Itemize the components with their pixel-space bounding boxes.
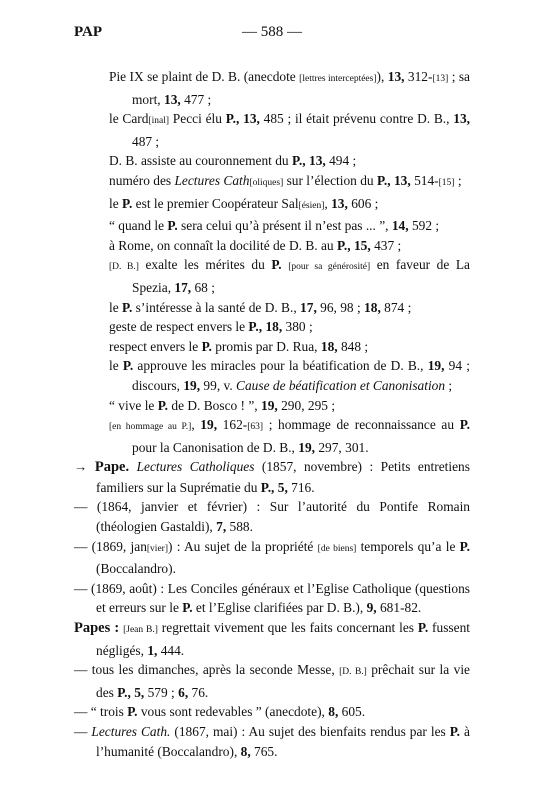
entry-text: 579 ; (144, 684, 179, 700)
entry-text: 18, (265, 319, 283, 335)
index-entry (0, 457, 540, 497)
entry-text: en faveur de La Spezia, (132, 257, 470, 295)
entry-text: de D. Bosco ! ”, (168, 397, 262, 413)
entry-text: 514- (410, 172, 439, 188)
entry-text: 765. (250, 743, 278, 759)
entry-text: 14, (391, 218, 409, 234)
entry-text: 716. (287, 479, 315, 495)
entry-text: → (74, 459, 95, 475)
entry-text: [Jean B.] (123, 625, 158, 636)
entry-text: regrettait vivement que les faits concernant les (157, 620, 418, 636)
entry-text: [oliques] (249, 177, 284, 188)
entry-text: à Rome, on connaît la docilité de D. B. au (109, 237, 337, 253)
entry-text: le (109, 195, 123, 211)
entry-text: P., (260, 479, 275, 495)
entry-text: 13, (309, 153, 326, 169)
entry-text: Cause de béatification et Canonisation (236, 377, 446, 393)
entry-text: geste de respect envers le (109, 319, 249, 335)
entry-text: 68 ; (191, 279, 215, 295)
entry-text: Papes : (74, 620, 120, 637)
entry-text: 19, (427, 358, 445, 374)
entry-text: 848 ; (337, 338, 369, 354)
entry-text: le (109, 358, 123, 374)
entry-text: P., (117, 684, 131, 700)
entry-text: 5, (277, 479, 288, 495)
entry-text: — (1869, août) : Les Conciles généraux et l’Eglise Catholique (questions et erreurs sur le (74, 580, 470, 616)
entry-text: 13, (331, 195, 348, 211)
entry-text: 19, (183, 377, 201, 393)
entry-text: approuve les miracles pour la béatification de D. B., (133, 358, 428, 374)
entry-text: [inal] (148, 116, 170, 127)
entry-text: [15] (438, 177, 455, 188)
index-entry (0, 298, 540, 318)
entry-text: [de biens] (317, 543, 357, 554)
entry-text: numéro des (109, 172, 175, 188)
index-entry (0, 255, 540, 297)
entry-text (129, 459, 136, 474)
entry-text: P. (127, 704, 138, 720)
entry-text: “ quand le (109, 218, 168, 234)
entry-text: 19, (261, 397, 278, 413)
entry-text: P. (417, 620, 429, 636)
index-entry (0, 618, 540, 660)
entry-text: 437 ; (370, 237, 402, 253)
entry-text: le Card (109, 111, 149, 127)
entry-text: P., (336, 237, 351, 253)
index-entry (0, 317, 540, 337)
entry-text: pour la Canonisation de D. B., (132, 439, 299, 455)
entry-text: [lettres interceptées] (299, 74, 377, 84)
entry-text: à l’humanité (Boccalandro), (96, 724, 470, 759)
index-entry (0, 537, 540, 579)
entry-text: “ vive le (109, 397, 158, 413)
entry-text: vous sont redevables ” (anecdote), (137, 704, 329, 720)
entry-text: — “ trois (74, 704, 128, 720)
entry-text: P., (225, 111, 240, 127)
entry-text: 592 ; (408, 218, 440, 234)
entry-text: 606 ; (347, 195, 379, 211)
entry-text: P. (271, 257, 282, 273)
entry-text: 290, 295 ; (277, 397, 336, 413)
entry-text: 681-82. (376, 600, 422, 616)
entry-text: 494 ; (325, 153, 357, 169)
entry-text: — tous les dimanches, après la seconde Messe, (74, 662, 340, 678)
index-entry (0, 497, 540, 536)
index-entry (0, 415, 540, 457)
entry-text: [63] (247, 422, 264, 433)
index-entry (0, 660, 540, 702)
entry-text: 380 ; (282, 319, 313, 335)
entry-text: 19, (200, 417, 218, 433)
entry-text: ; (454, 172, 462, 188)
entry-text: 13, (387, 69, 405, 84)
entry-text: P., (291, 153, 306, 169)
entry-text: P. (449, 724, 461, 739)
entry-text: — (1869, jan (74, 538, 147, 554)
entry-text: 487 ; (132, 133, 160, 149)
entry-text: (Boccalandro). (96, 561, 176, 577)
entry-text: P. (122, 358, 134, 374)
index-entry (0, 337, 540, 357)
entry-text: 18, (320, 338, 338, 354)
entry-text: , (191, 417, 201, 433)
entry-text: 13, (453, 111, 471, 127)
entry-text: 17, (300, 299, 317, 315)
entry-text: et l’Eglise clarifiées par D. B.), (192, 600, 367, 616)
index-entry (0, 171, 540, 194)
entry-text: 19, (298, 439, 315, 455)
entry-text: ; hommage de reconnaissance au (263, 417, 460, 433)
entry-text: temporels qu’a le (356, 538, 460, 554)
entry-text: exalte les mérites du (138, 257, 272, 273)
entry-text: 15, (353, 237, 371, 253)
entry-text: 18, (364, 299, 381, 315)
entry-text: 6, (178, 684, 189, 700)
entry-text: P. (122, 299, 133, 315)
entry-text: 874 ; (380, 299, 412, 315)
index-entry (0, 194, 540, 217)
index-body (0, 67, 540, 761)
entry-text: 477 ; (180, 91, 212, 107)
entry-text: 444. (157, 642, 185, 658)
index-entry (0, 151, 540, 171)
running-head: PAP (74, 24, 103, 40)
entry-text: 94 ; discours, (132, 358, 470, 393)
index-entry (0, 67, 540, 109)
entry-text: 1, (147, 642, 158, 658)
entry-text: fussent négligés, (96, 620, 470, 658)
entry-text: ), (376, 69, 388, 84)
entry-text: Pie IX se plaint de D. B. (anecdote (109, 69, 300, 84)
entry-text: 588. (226, 519, 253, 535)
entry-text: 312- (404, 69, 433, 84)
entry-text: 17, (174, 279, 192, 295)
entry-text: 96, 98 ; (316, 299, 365, 315)
index-entry (0, 356, 540, 395)
entry-text: 13, (243, 111, 260, 127)
entry-text: Lectures Cath. (91, 724, 171, 739)
entry-text: P. (182, 600, 193, 616)
entry-text: P. (122, 195, 133, 211)
entry-text: [en hommage au P.] (109, 422, 192, 433)
entry-text: D. B. assiste au couronnement du (109, 153, 292, 169)
entry-text: P. (167, 218, 178, 234)
entry-text: 9, (366, 600, 377, 616)
entry-text: 13, (393, 172, 411, 188)
entry-text: P. (459, 538, 470, 554)
entry-text: sera celui qu’à présent il n’est pas ... ”, (177, 218, 392, 234)
entry-text: 605. (338, 704, 366, 720)
entry-text: ) : Au sujet de la propriété (168, 538, 318, 554)
entry-text: [pour sa générosité] (288, 262, 371, 273)
entry-text: Pecci élu (169, 111, 226, 127)
entry-text: respect envers le (109, 338, 202, 354)
entry-text: ; (445, 377, 453, 393)
entry-text: P., (376, 172, 391, 188)
entry-text: 7, (216, 519, 227, 535)
page-number: — 588 — (242, 24, 302, 40)
entry-text: est le premier Coopérateur Sal (132, 195, 299, 211)
entry-text: 162- (217, 417, 248, 433)
entry-text: (1857, novembre) : Petits entretiens familiers sur la Suprématie du (96, 459, 470, 495)
entry-text: ; sa mort, (132, 69, 470, 107)
entry-text: 13, (164, 91, 181, 107)
entry-text: s’intéresse à la santé de D. B., (132, 299, 301, 315)
entry-text: [D. B.] (339, 667, 367, 678)
entry-text: 76. (188, 684, 209, 700)
entry-text: [D. B.] (109, 262, 139, 273)
entry-text: 8, (240, 743, 251, 759)
entry-text: P. (459, 417, 471, 433)
index-entry (0, 579, 540, 618)
entry-text: 99, v. (200, 377, 237, 393)
page-header (74, 24, 470, 44)
entry-text: [ésien] (298, 200, 325, 211)
index-entry (0, 722, 540, 761)
entry-text: Pape. (94, 459, 130, 476)
entry-text: le (109, 299, 123, 315)
entry-text: — (74, 724, 92, 739)
entry-text: promis par D. Rua, (211, 338, 321, 354)
entry-text: 5, (134, 684, 145, 700)
entry-text: P. (157, 397, 169, 413)
entry-text: [13] (432, 74, 449, 84)
entry-text: 297, 301. (315, 439, 369, 455)
entry-text: , (324, 195, 332, 211)
index-entry (0, 236, 540, 256)
entry-text: sur l’élection du (283, 172, 377, 188)
index-entry (0, 396, 540, 416)
entry-text: prêchait sur la vie des (96, 662, 470, 700)
index-entry (0, 109, 540, 151)
entry-text: P. (201, 338, 212, 354)
entry-text: 8, (328, 704, 339, 720)
index-entry (0, 702, 540, 722)
index-entry (0, 216, 540, 236)
entry-text: 485 ; il était prévenu contre D. B., (259, 111, 454, 127)
entry-text: P., (248, 319, 263, 335)
entry-text: — (1864, janvier et février) : Sur l’autorité du Pontife Romain (théologien Gastaldi), (74, 499, 470, 535)
entry-text: Lectures Cath (174, 172, 250, 188)
entry-text: (1867, mai) : Au sujet des bienfaits rendus par les (170, 724, 450, 739)
entry-text: [vier] (146, 543, 168, 554)
entry-text: Lectures Catholiques (136, 459, 255, 475)
